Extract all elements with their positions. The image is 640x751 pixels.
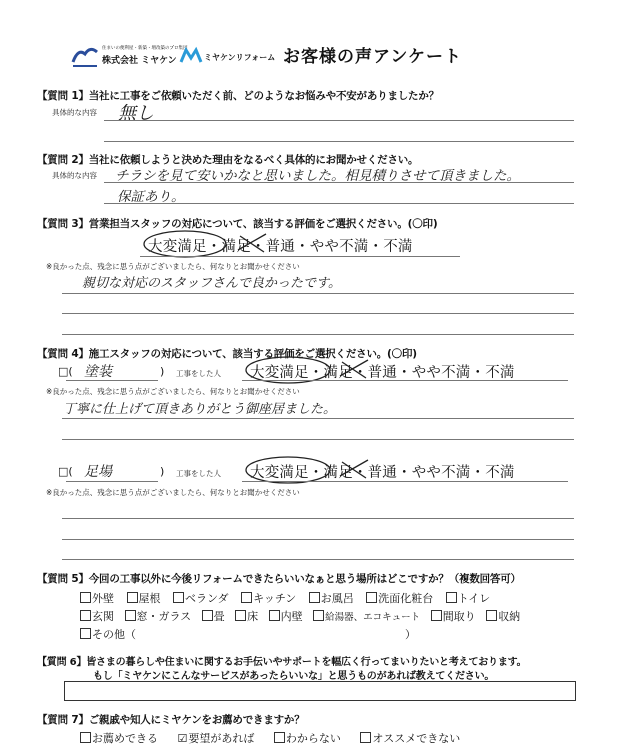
q5-option[interactable]: キッチン — [241, 592, 296, 605]
q3-comment-line — [62, 293, 574, 294]
q4-worker-label: 工事をした人 — [176, 469, 221, 478]
q3-comment-label: ※良かった点、残念に思う点がございましたら、何なりとお聞かせください — [46, 262, 300, 271]
checkbox-icon[interactable] — [446, 592, 457, 603]
q2-answer-line — [104, 203, 574, 204]
reform-brand-icon — [178, 46, 204, 66]
q7-option[interactable]: ☑要望があれば — [177, 732, 255, 745]
q2-answer-line2[interactable]: 保証あり。 — [117, 189, 185, 205]
q2-answer-line1[interactable]: チラシを見て安いかなと思いました。相見積りさせて頂きました。 — [115, 168, 520, 184]
q4-rating-scale[interactable]: 大変満足・満足・普通・やや不満・不満 — [250, 365, 515, 381]
checkbox-icon[interactable] — [431, 610, 442, 621]
q7-option[interactable]: わからない — [274, 732, 341, 745]
q5-option-other[interactable]: その他（ — [80, 626, 136, 642]
q3-rating-scale[interactable]: 大変満足・満足・普通・やや不満・不満 — [148, 239, 413, 255]
miyaken-logo-icon — [70, 44, 100, 68]
q2-question: 【質問 2】当社に依頼しようと決めた理由をなるべく具体的にお聞かせください。 — [37, 154, 419, 166]
checkbox-icon[interactable] — [80, 628, 91, 639]
q1-answer-line — [104, 141, 574, 142]
q5-option[interactable]: 外壁 — [80, 592, 114, 605]
q4-worker-label: 工事をした人 — [176, 369, 221, 378]
q5-option[interactable]: 屋根 — [127, 592, 161, 605]
checkbox-icon[interactable] — [173, 592, 184, 603]
q5-option[interactable]: トイレ — [446, 592, 490, 605]
q4-comment-line — [62, 539, 574, 540]
checkbox-icon[interactable] — [80, 592, 91, 603]
q3-rating-underline — [140, 256, 460, 257]
q5-other-close: ） — [405, 628, 416, 641]
q4-comment-line — [62, 418, 574, 419]
checkbox-icon[interactable] — [127, 592, 138, 603]
q5-option[interactable]: 窓・ガラス — [125, 610, 192, 623]
q4-strike-mark — [336, 456, 374, 482]
q4-staff-close: ) — [160, 465, 165, 478]
q7-options — [80, 730, 460, 746]
q2-detail-label: 具体的な内容 — [52, 171, 97, 180]
q4-rating-underline — [242, 380, 568, 381]
company-name: 株式会社 ミヤケン — [102, 56, 177, 66]
q1-detail-label: 具体的な内容 — [52, 108, 97, 117]
q3-question: 【質問 3】営業担当スタッフの対応について、該当する評価をご選択ください。(〇印) — [37, 218, 438, 230]
q4-rating-underline — [242, 481, 568, 482]
checkbox-icon[interactable] — [313, 610, 324, 621]
q3-comment[interactable]: 親切な対応のスタッフさんで良かったです。 — [82, 276, 341, 291]
checkbox-icon[interactable] — [269, 610, 280, 621]
q6-answer-box[interactable] — [64, 681, 576, 701]
q3-comment-line — [62, 334, 574, 335]
q5-question: 【質問 5】今回の工事以外に今後リフォームできたらいいなぁと思う場所はどこですか？（複数回答可） — [37, 573, 521, 585]
q5-option[interactable]: 玄関 — [80, 610, 114, 623]
company-logo — [70, 42, 280, 70]
page-title: お客様の声アンケート — [283, 47, 462, 67]
q4-comment-line — [62, 518, 574, 519]
checkbox-icon[interactable] — [366, 592, 377, 603]
q4-staff-trade[interactable]: 足場 — [84, 464, 112, 480]
checkbox-icon[interactable] — [80, 610, 91, 621]
q6-question-line2: もし「ミヤケンにこんなサービスがあったらいいな」と思うものがあれば教えてください。 — [93, 671, 495, 682]
q5-option[interactable]: お風呂 — [309, 592, 354, 605]
q4-staff-trade[interactable]: 塗装 — [84, 364, 112, 380]
q4-comment-label: ※良かった点、残念に思う点がございましたら、何なりとお聞かせください — [46, 488, 300, 497]
company-tagline: 住まいの便利屋・新築・増改築のプロ集団 — [102, 46, 188, 51]
q4-staff-checkbox[interactable]: □( — [58, 365, 73, 378]
q5-option[interactable]: 給湯器、エコキュート — [313, 610, 420, 623]
checkbox-icon[interactable] — [274, 732, 285, 743]
q4-comment[interactable]: 丁寧に仕上げて頂きありがとう御座居ました。 — [63, 402, 337, 417]
q4-strike-mark — [336, 356, 374, 382]
checked-checkbox-icon[interactable]: ☑ — [177, 732, 188, 745]
q5-option[interactable]: 間取り — [431, 610, 476, 623]
q4-comment-line — [62, 559, 574, 560]
q5-option[interactable]: 床 — [235, 610, 258, 623]
checkbox-icon[interactable] — [125, 610, 136, 621]
q5-option[interactable]: 畳 — [202, 610, 225, 623]
q4-selected-circle — [242, 353, 334, 387]
q3-strike-mark — [234, 230, 272, 256]
q4-question: 【質問 4】施工スタッフの対応について、該当する評価をご選択ください。(〇印) — [37, 348, 417, 360]
checkbox-icon[interactable] — [360, 732, 371, 743]
q5-option-row — [80, 590, 490, 606]
q5-option[interactable]: 内壁 — [269, 610, 303, 623]
q4-trade-underline — [66, 481, 158, 482]
checkbox-icon[interactable] — [235, 610, 246, 621]
q4-staff-close: ) — [160, 365, 165, 378]
q7-question: 【質問 7】ご親戚や知人にミヤケンをお薦めできますか？ — [37, 714, 305, 726]
q5-option[interactable]: 洗面化粧台 — [366, 592, 433, 605]
reform-brand: ミヤケンリフォーム — [204, 53, 276, 62]
q5-option[interactable]: 収納 — [486, 610, 520, 623]
q4-staff-checkbox[interactable]: □( — [58, 465, 73, 478]
q5-option-row — [80, 608, 520, 624]
q1-question: 【質問 1】当社に工事をご依頼いただく前、どのようなお悩みや不安がありましたか？ — [37, 90, 439, 102]
checkbox-icon[interactable] — [486, 610, 497, 621]
q4-trade-underline — [66, 380, 158, 381]
q4-rating-scale[interactable]: 大変満足・満足・普通・やや不満・不満 — [250, 465, 515, 481]
checkbox-icon[interactable] — [309, 592, 320, 603]
q4-comment-label: ※良かった点、残念に思う点がございましたら、何なりとお聞かせください — [46, 387, 300, 396]
checkbox-icon[interactable] — [80, 732, 91, 743]
q1-answer[interactable]: 無し — [118, 103, 154, 124]
checkbox-icon[interactable] — [202, 610, 213, 621]
q4-comment-line — [62, 439, 574, 440]
q2-answer-line — [104, 182, 574, 183]
q1-answer-line — [104, 120, 574, 121]
q5-option[interactable]: ベランダ — [173, 592, 229, 605]
q7-option[interactable]: お薦めできる — [80, 732, 158, 745]
q7-option[interactable]: オススメできない — [360, 732, 460, 745]
checkbox-icon[interactable] — [241, 592, 252, 603]
q6-question-line1: 【質問 6】皆さまの暮らしや住まいに関するお手伝いやサポートを幅広く行ってまいりたいと考えております。 — [37, 657, 527, 668]
q3-comment-line — [62, 313, 574, 314]
